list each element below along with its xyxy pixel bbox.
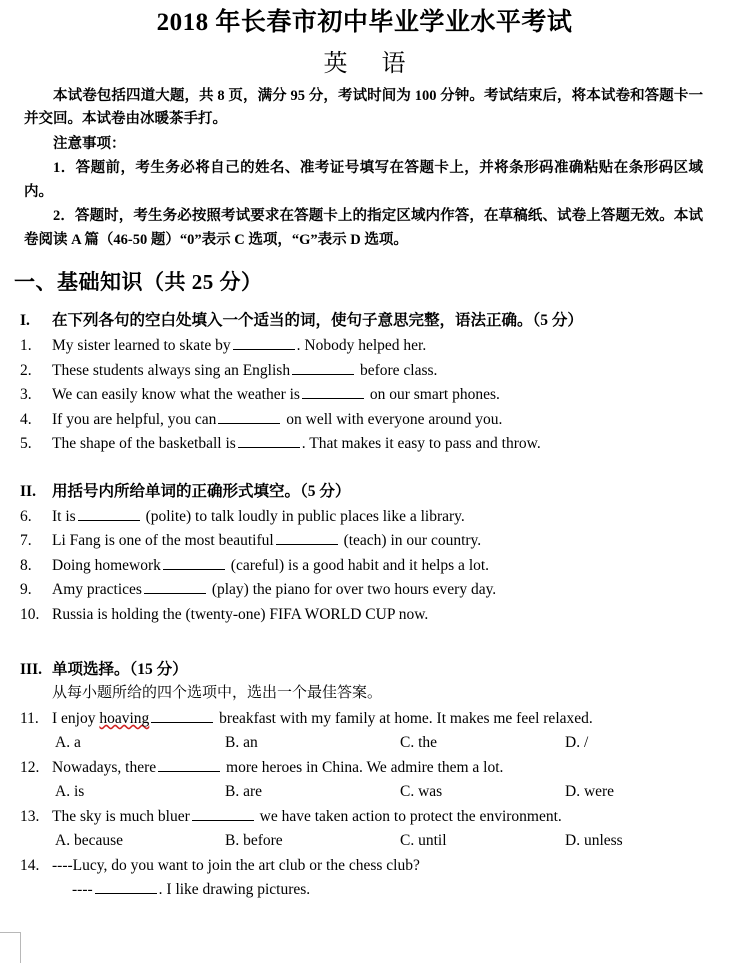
notice-item-2: 2．答题时，考生务必按照考试要求在答题卡上的指定区域内作答，在草稿纸、试卷上答题无效。本试卷阅读 A 篇（46-50 题）“0”表示 C 选项，“G”表示 D 选项。 — [24, 208, 703, 248]
part-numeral-1: I. — [20, 312, 30, 330]
question-text-after: . I like drawing pictures. — [158, 881, 311, 899]
question-number: 8. — [20, 556, 32, 574]
option-a[interactable]: A. because — [55, 832, 123, 850]
question-row — [0, 707, 729, 732]
exam-summary-line: 本试卷包括四道大题，共 8 页，满分 95 分，考试时间为 100 分钟。考试结束后，将本试卷和答题卡一并交回。本试卷由冰暖茶手打。 — [24, 87, 703, 128]
question-text-before: Amy practices — [52, 581, 142, 599]
option-row — [0, 731, 729, 756]
question-text — [52, 383, 729, 408]
question-number: 1. — [20, 337, 32, 355]
question-text-before: These students always sing an English — [52, 361, 291, 379]
question-row — [0, 334, 729, 359]
page-title: 2018 年长春市初中毕业学业水平考试 — [156, 9, 573, 36]
question-number: 2. — [20, 361, 32, 379]
answer-blank[interactable] — [292, 359, 354, 374]
question-row — [0, 408, 729, 433]
option-row — [0, 780, 729, 805]
option-d[interactable]: D. / — [565, 734, 589, 752]
question-text — [52, 359, 729, 384]
answer-blank[interactable] — [238, 433, 300, 448]
dialogue-dash: ---- — [72, 881, 93, 899]
answer-blank[interactable] — [218, 408, 280, 423]
answer-blank[interactable] — [163, 554, 225, 569]
question-text-before: The shape of the basketball is — [52, 435, 236, 453]
question-row — [0, 432, 729, 457]
question-number: 5. — [20, 435, 32, 453]
question-text-before: The sky is much bluer — [52, 807, 190, 825]
answer-blank[interactable] — [233, 335, 295, 350]
option-c[interactable]: C. the — [400, 734, 438, 752]
question-text-after: . That makes it easy to pass and throw. — [301, 435, 541, 453]
question-text-before: I enjoy — [52, 709, 100, 727]
question-number: 10. — [20, 605, 40, 623]
answer-blank[interactable] — [158, 757, 220, 772]
question-row — [0, 505, 729, 530]
option-b[interactable]: B. an — [225, 734, 258, 752]
question-text — [52, 432, 729, 457]
question-text — [52, 707, 729, 732]
question-row — [0, 854, 729, 879]
section-heading-basics: 一、基础知识（共 25 分） — [14, 270, 263, 295]
question-text-before: We can easily know what the weather is — [52, 386, 300, 404]
part-instruction-3: 单项选择。（15 分） — [52, 661, 188, 679]
question-row — [0, 603, 729, 628]
question-row — [0, 578, 729, 603]
part-instruction-2: 用括号内所给单词的正确形式填空。（5 分） — [52, 482, 351, 500]
notice-item-1: 1．答题前，考生务必将自己的姓名、准考证号填写在答题卡上，并将条形码准确粘贴在条形码区域内。 — [24, 160, 703, 200]
option-a[interactable]: A. is — [55, 783, 85, 801]
spacer — [0, 457, 729, 467]
question-text — [52, 578, 729, 603]
question-text-after: on our smart phones. — [365, 386, 500, 404]
question-text-after: on well with everyone around you. — [282, 410, 503, 428]
question-number: 14. — [20, 856, 40, 874]
question-text — [52, 554, 729, 579]
question-text: Russia is holding the (twenty-one) FIFA WORLD CUP now. — [52, 605, 429, 623]
part-numeral-3: III. — [20, 661, 42, 679]
part-instruction-1: 在下列各句的空白处填入一个适当的词，使句子意思完整，语法正确。（5 分） — [52, 312, 583, 330]
question-text-before: Doing homework — [52, 556, 161, 574]
question-text — [52, 756, 729, 781]
question-text: ----Lucy, do you want to join the art club or the chess club? — [52, 856, 420, 874]
scan-corner-artifact — [0, 932, 21, 963]
option-d[interactable]: D. unless — [565, 832, 623, 850]
question-number: 6. — [20, 507, 32, 525]
spacer — [0, 627, 729, 645]
answer-blank[interactable] — [302, 384, 364, 399]
question-text-after: (play) the piano for over two hours every day. — [207, 581, 497, 599]
answer-blank[interactable] — [276, 530, 338, 545]
question-text-before: Li Fang is one of the most beautiful — [52, 532, 274, 550]
option-b[interactable]: B. are — [225, 783, 263, 801]
question-row — [0, 529, 729, 554]
question-text-before: My sister learned to skate by — [52, 337, 231, 355]
option-c[interactable]: C. until — [400, 832, 447, 850]
question-text-after: before class. — [356, 361, 438, 379]
answer-blank[interactable] — [78, 505, 140, 520]
answer-blank[interactable] — [95, 879, 157, 894]
question-text-before: If you are helpful, you can — [52, 410, 217, 428]
question-number: 7. — [20, 532, 32, 550]
question-text-after: . Nobody helped her. — [296, 337, 427, 355]
question-text — [52, 334, 729, 359]
answer-blank[interactable] — [151, 708, 213, 723]
part-heading-2 — [0, 479, 729, 501]
exam-page — [0, 8, 729, 963]
question-number: 11. — [20, 709, 39, 727]
question-text — [52, 408, 729, 433]
notice-label: 注意事项： — [53, 135, 126, 152]
misspelled-word: hoaving — [99, 709, 150, 727]
question-text — [52, 505, 729, 530]
question-text-after: more heroes in China. We admire them a lot. — [222, 758, 504, 776]
question-text-after: breakfast with my family at home. It makes me feel relaxed. — [215, 709, 593, 727]
question-row — [0, 554, 729, 579]
option-c[interactable]: C. was — [400, 783, 443, 801]
question-text-after: (careful) is a good habit and it helps a lot. — [226, 556, 490, 574]
answer-blank[interactable] — [192, 806, 254, 821]
question-number: 12. — [20, 758, 40, 776]
question-number: 13. — [20, 807, 40, 825]
question-text-before: It is — [52, 507, 76, 525]
part-subnote-3: 从每小题所给的四个选项中，选出一个最佳答案。 — [52, 685, 383, 702]
question-number: 9. — [20, 581, 32, 599]
option-a[interactable]: A. a — [55, 734, 81, 752]
part-heading-3 — [0, 657, 729, 679]
question-text-after: (teach) in our country. — [339, 532, 482, 550]
question-text-after: (polite) to talk loudly in public places like a library. — [141, 507, 465, 525]
question-row — [0, 359, 729, 384]
question-text — [52, 529, 729, 554]
question-row — [0, 756, 729, 781]
part-heading-1 — [0, 308, 729, 330]
question-text-before: Nowadays, there — [52, 758, 157, 776]
subject-title: 英 语 — [323, 51, 420, 77]
question-number: 4. — [20, 410, 32, 428]
question-text — [52, 805, 729, 830]
answer-blank[interactable] — [144, 579, 206, 594]
question-row — [0, 805, 729, 830]
question-number: 3. — [20, 386, 32, 404]
instructions-block — [24, 85, 703, 252]
question-row — [0, 383, 729, 408]
option-d[interactable]: D. were — [565, 783, 615, 801]
question-text-after: we have taken action to protect the environment. — [255, 807, 562, 825]
question-continuation — [0, 878, 729, 903]
option-row — [0, 829, 729, 854]
part-numeral-2: II. — [20, 482, 36, 500]
option-b[interactable]: B. before — [225, 832, 283, 850]
